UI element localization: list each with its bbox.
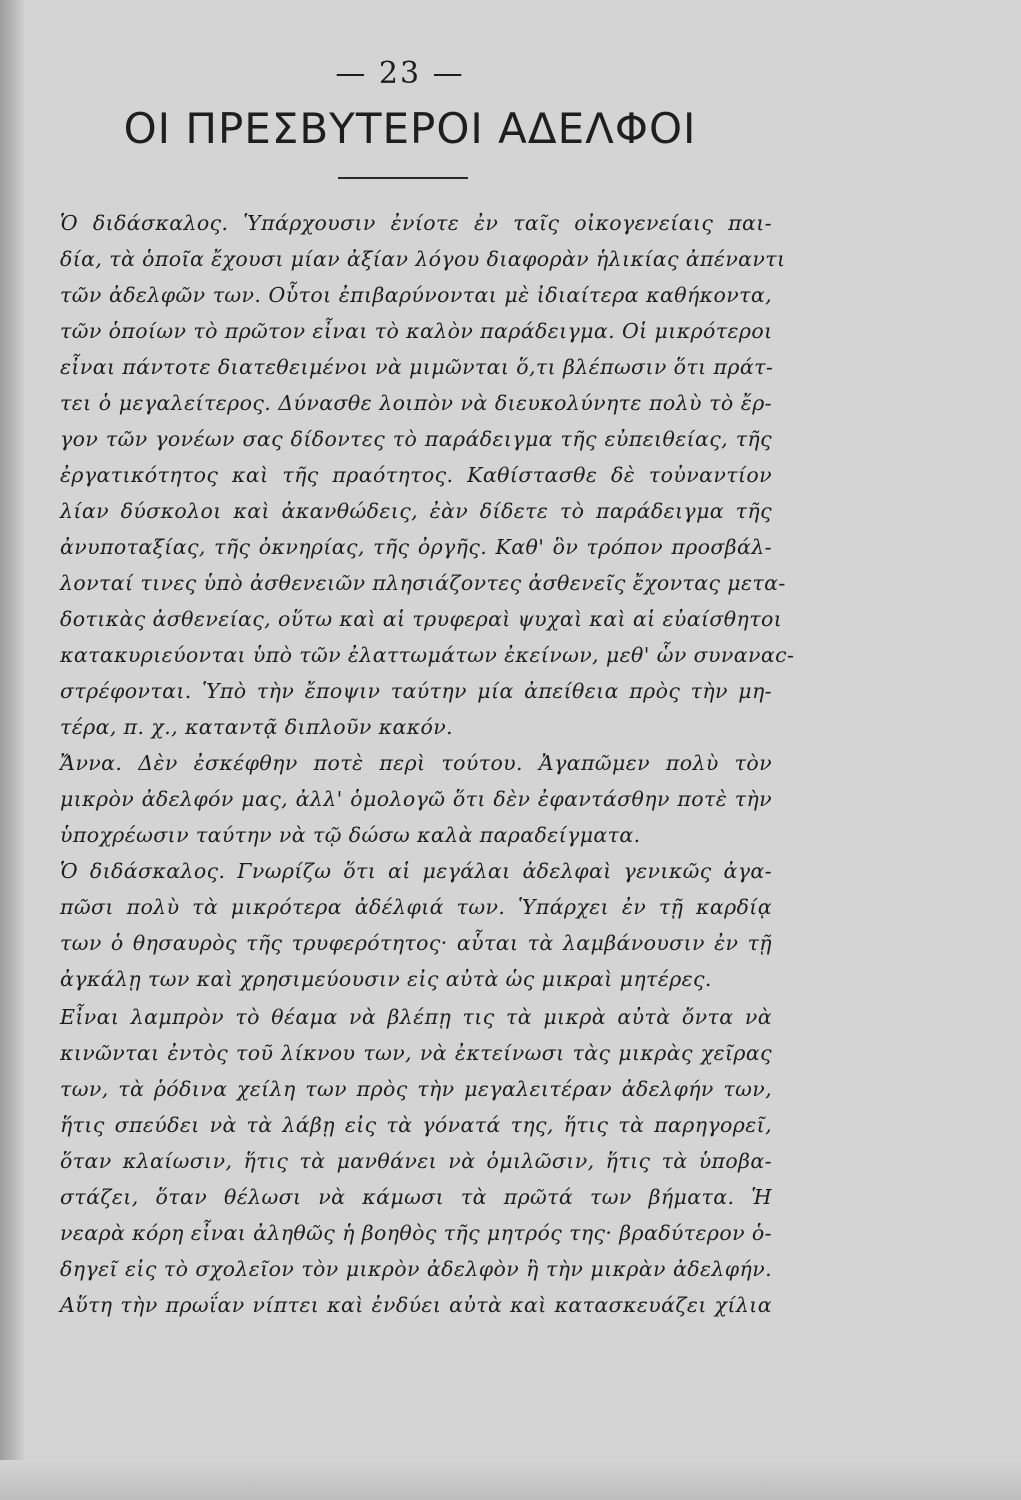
text-line: κατακυριεύονται ὑπὸ τῶν ἐλαττωμάτων ἐκείνων, μεθ' ὧν συναναc-	[60, 643, 795, 667]
text-line: Εἶναι λαμπρὸν τὸ θέαμα νὰ βλέπῃ τις τὰ μικρὰ αὐτὰ ὄντα νὰ	[60, 1005, 772, 1029]
title-divider	[338, 177, 468, 179]
text-line: γον τῶν γονέων σας δίδοντες τὸ παράδειγμα τῆς εὐπειθείας, τῆς	[60, 427, 772, 451]
text-line: ἀγκάλῃ των καὶ χρησιμεύουσιν εἰς αὐτὰ ὡς μικραὶ μητέρες.	[60, 967, 712, 991]
text-line: τῶν ἀδελφῶν των. Οὗτοι ἐπιβαρύνονται μὲ ἰδιαίτερα καθήκοντα,	[60, 283, 772, 307]
text-line: μικρὸν ἀδελφόν μας, ἀλλ' ὁμολογῶ ὅτι δὲν ἐφαντάσθην ποτὲ τὴν	[60, 787, 772, 811]
text-line: Αὕτη τὴν πρωΐαν νίπτει καὶ ἐνδύει αὐτὰ καὶ κατασκευάζει χίλια	[60, 1293, 772, 1317]
text-line: πῶσι πολὺ τὰ μικρότερα ἀδέλφιά των. Ὑπάρχει ἐν τῇ καρδίᾳ	[60, 895, 772, 919]
text-line: τει ὁ μεγαλείτερος. Δύνασθε λοιπὸν νὰ διευκολύνητε πολὺ τὸ ἔρ-	[60, 391, 772, 415]
text-line: τέρα, π. χ., καταντᾷ διπλοῦν κακόν.	[60, 715, 454, 739]
text-line: Ὁ διδάσκαλος. Ὑπάρχουσιν ἐνίοτε ἐν ταῖς οἰκογενείαις παι-	[60, 211, 772, 235]
body-text	[60, 205, 795, 1323]
chapter-title: ΟΙ ΠΡΕΣΒΥΤΕΡΟΙ ΑΔΕΛΦΟΙ	[123, 104, 697, 153]
text-line: Ἄννα. Δὲν ἐσκέφθην ποτὲ περὶ τούτου. Ἀγαπῶμεν πολὺ τὸν	[60, 751, 772, 775]
text-line: Ὁ διδάσκαλος. Γνωρίζω ὅτι αἱ μεγάλαι ἀδελφαὶ γενικῶς ἀγα-	[60, 859, 772, 883]
text-line: νεαρὰ κόρη εἶναι ἀληθῶς ἡ βοηθὸς τῆς μητρός της· βραδύτερον ὁ-	[60, 1221, 772, 1245]
text-line: τῶν ὁποίων τὸ πρῶτον εἶναι τὸ καλὸν παράδειγμα. Οἱ μικρότεροι	[60, 319, 773, 343]
text-line: δία, τὰ ὁποῖα ἔχουσι μίαν ἀξίαν λόγου διαφορὰν ἡλικίας ἀπέναντι	[60, 247, 786, 271]
page-number: — 23 —	[335, 56, 465, 91]
text-line: των ὁ θησαυρὸς τῆς τρυφερότητος· αὗται τὰ λαμβάνουσιν ἐν τῇ	[60, 931, 772, 955]
text-line: στρέφονται. Ὑπὸ τὴν ἔποψιν ταύτην μία ἀπείθεια πρὸς τὴν μη-	[60, 679, 772, 703]
text-line: των, τὰ ῥόδινα χείλη των πρὸς τὴν μεγαλειτέραν ἀδελφήν των,	[60, 1077, 772, 1101]
text-line: δοτικὰς ἀσθενείας, οὕτω καὶ αἱ τρυφεραὶ ψυχαὶ καὶ αἱ εὐαίσθητοι	[60, 607, 783, 631]
text-line: εἶναι πάντοτε διατεθειμένοι νὰ μιμῶνται ὅ,τι βλέπωσιν ὅτι πράτ-	[60, 355, 774, 379]
text-line: ἥτις σπεύδει νὰ τὰ λάβῃ εἰς τὰ γόνατά της, ἥτις τὰ παρηγορεῖ,	[60, 1113, 772, 1137]
text-line: στάζει, ὅταν θέλωσι νὰ κάμωσι τὰ πρῶτά των βήματα. Ἡ	[60, 1185, 772, 1209]
text-line: δηγεῖ εἰς τὸ σχολεῖον τὸν μικρὸν ἀδελφὸν ἢ τὴν μικρὰν ἀδελφήν.	[60, 1257, 772, 1281]
text-line: ὑποχρέωσιν ταύτην νὰ τῷ δώσω καλὰ παραδείγματα.	[60, 823, 641, 847]
text-line: λίαν δύσκολοι καὶ ἀκανθώδεις, ἐὰν δίδετε τὸ παράδειγμα τῆς	[60, 499, 772, 523]
page-left-edge	[0, 0, 24, 1500]
text-line: ἐργατικότητος καὶ τῆς πραότητος. Καθίστασθε δὲ τοὐναντίον	[60, 463, 772, 487]
text-line: ἀνυποταξίας, τῆς ὀκνηρίας, τῆς ὀργῆς. Καθ' ὃν τρόπον προσβάλ-	[60, 535, 772, 559]
text-line: ὅταν κλαίωσιν, ἥτις τὰ μανθάνει νὰ ὁμιλῶσιν, ἥτις τὰ ὑποβα-	[60, 1149, 772, 1173]
text-line: λονταί τινες ὑπὸ ἀσθενειῶν πλησιάζοντες ἀσθενεῖς ἔχοντας μετα-	[60, 571, 786, 595]
page-bottom-edge	[0, 1460, 1021, 1500]
text-line: κινῶνται ἐντὸς τοῦ λίκνου των, νὰ ἐκτείνωσι τὰς μικρὰς χεῖρας	[60, 1041, 772, 1065]
